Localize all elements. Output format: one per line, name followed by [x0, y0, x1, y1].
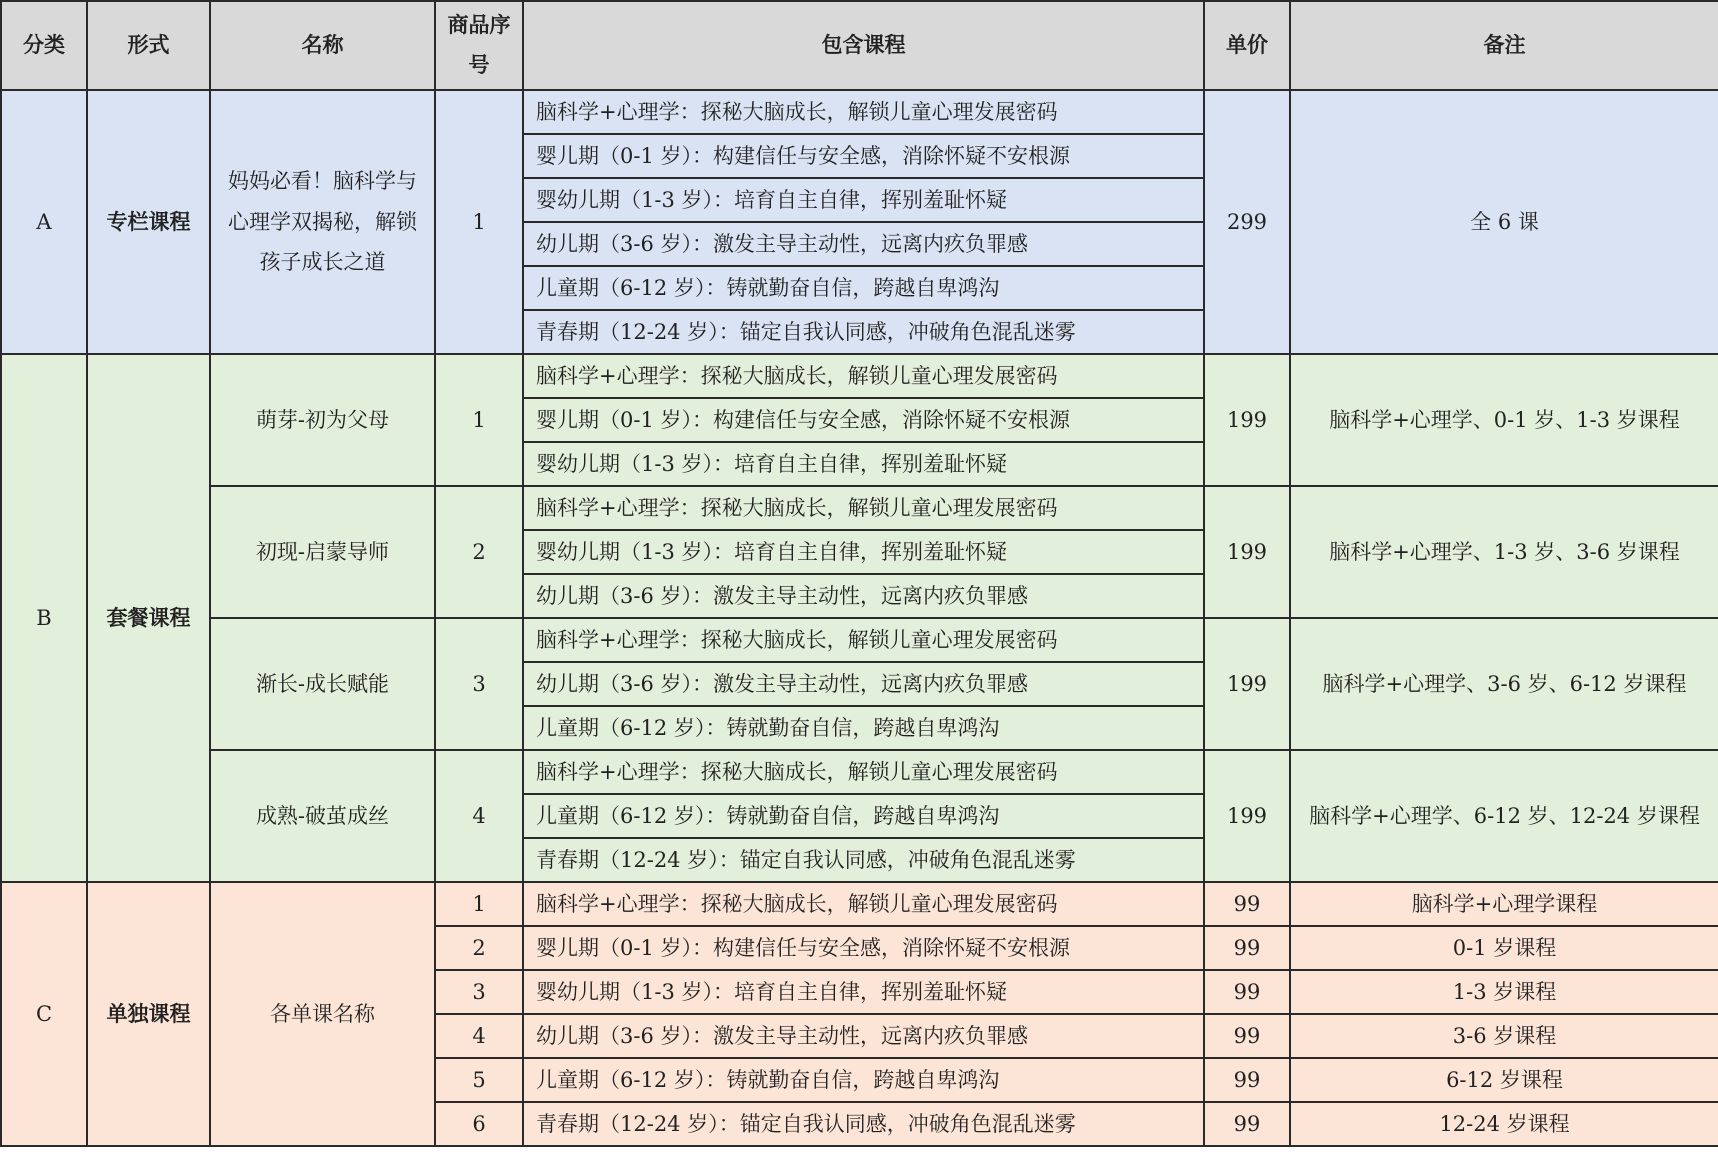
header-row	[1, 1, 1718, 90]
price-cell: 99	[1204, 926, 1290, 970]
remark-cell: 12-24 岁课程	[1290, 1102, 1718, 1146]
price-cell: 99	[1204, 882, 1290, 926]
package-name: 妈妈必看！脑科学与心理学双揭秘，解锁孩子成长之道	[228, 168, 417, 275]
price-cell: 299	[1204, 90, 1290, 354]
category-cell: C	[1, 882, 87, 1146]
package-name-cell	[210, 90, 435, 354]
remark-cell: 脑科学+心理学、0-1 岁、1-3 岁课程	[1290, 354, 1718, 486]
course-cell: 幼儿期（3-6 岁）：激发主导主动性，远离内疚负罪感	[523, 574, 1204, 618]
header-courses: 包含课程	[523, 1, 1204, 90]
table-row	[1, 486, 1718, 530]
item-no-cell: 4	[435, 750, 523, 882]
header-format: 形式	[87, 1, 210, 90]
package-name-cell: 渐长-成长赋能	[210, 618, 435, 750]
remark-cell: 6-12 岁课程	[1290, 1058, 1718, 1102]
header-remark: 备注	[1290, 1, 1718, 90]
course-cell: 儿童期（6-12 岁）：铸就勤奋自信，跨越自卑鸿沟	[523, 794, 1204, 838]
table-row	[1, 354, 1718, 398]
item-no-cell: 4	[435, 1014, 523, 1058]
item-no-cell: 1	[435, 882, 523, 926]
course-cell: 青春期（12-24 岁）：锚定自我认同感，冲破角色混乱迷雾	[523, 838, 1204, 882]
item-no-cell: 5	[435, 1058, 523, 1102]
price-cell: 99	[1204, 970, 1290, 1014]
price-cell: 199	[1204, 750, 1290, 882]
table-row	[1, 618, 1718, 662]
item-no-cell: 1	[435, 90, 523, 354]
price-cell: 99	[1204, 1014, 1290, 1058]
package-name-cell: 初现-启蒙导师	[210, 486, 435, 618]
course-cell: 脑科学+心理学：探秘大脑成长，解锁儿童心理发展密码	[523, 618, 1204, 662]
remark-text: 脑科学+心理学、6-12 岁、12-24 岁课程	[1309, 803, 1700, 828]
course-cell: 脑科学+心理学：探秘大脑成长，解锁儿童心理发展密码	[523, 750, 1204, 794]
remark-cell: 脑科学+心理学、3-6 岁、6-12 岁课程	[1290, 618, 1718, 750]
price-cell: 199	[1204, 354, 1290, 486]
course-cell: 脑科学+心理学：探秘大脑成长，解锁儿童心理发展密码	[523, 882, 1204, 926]
item-no-cell: 2	[435, 926, 523, 970]
course-cell: 婴儿期（0-1 岁）：构建信任与安全感，消除怀疑不安根源	[523, 398, 1204, 442]
course-cell: 婴幼儿期（1-3 岁）：培育自主自律，挥别羞耻怀疑	[523, 442, 1204, 486]
course-cell: 幼儿期（3-6 岁）：激发主导主动性，远离内疚负罪感	[523, 662, 1204, 706]
item-no-cell: 6	[435, 1102, 523, 1146]
item-no-cell: 1	[435, 354, 523, 486]
header-price: 单价	[1204, 1, 1290, 90]
course-cell: 婴儿期（0-1 岁）：构建信任与安全感，消除怀疑不安根源	[523, 926, 1204, 970]
table-row	[1, 750, 1718, 794]
table-row	[1, 90, 1718, 134]
course-cell: 婴幼儿期（1-3 岁）：培育自主自律，挥别羞耻怀疑	[523, 530, 1204, 574]
item-no-cell: 3	[435, 618, 523, 750]
header-name: 名称	[210, 1, 435, 90]
course-cell: 儿童期（6-12 岁）：铸就勤奋自信，跨越自卑鸿沟	[523, 266, 1204, 310]
package-name-cell: 萌芽-初为父母	[210, 354, 435, 486]
remark-cell: 0-1 岁课程	[1290, 926, 1718, 970]
package-name-cell: 成熟-破茧成丝	[210, 750, 435, 882]
header-category: 分类	[1, 1, 87, 90]
header-item-no-label: 商品序号	[447, 12, 511, 77]
course-cell: 青春期（12-24 岁）：锚定自我认同感，冲破角色混乱迷雾	[523, 1102, 1204, 1146]
header-item-no	[435, 1, 523, 90]
remark-cell: 全 6 课	[1290, 90, 1718, 354]
course-cell: 婴儿期（0-1 岁）：构建信任与安全感，消除怀疑不安根源	[523, 134, 1204, 178]
item-no-cell: 3	[435, 970, 523, 1014]
item-no-cell: 2	[435, 486, 523, 618]
course-cell: 青春期（12-24 岁）：锚定自我认同感，冲破角色混乱迷雾	[523, 310, 1204, 354]
course-cell: 儿童期（6-12 岁）：铸就勤奋自信，跨越自卑鸿沟	[523, 706, 1204, 750]
package-name-cell: 各单课名称	[210, 882, 435, 1146]
price-cell: 199	[1204, 618, 1290, 750]
category-cell: B	[1, 354, 87, 882]
course-cell: 幼儿期（3-6 岁）：激发主导主动性，远离内疚负罪感	[523, 222, 1204, 266]
price-cell: 99	[1204, 1058, 1290, 1102]
remark-cell	[1290, 750, 1718, 882]
remark-cell: 1-3 岁课程	[1290, 970, 1718, 1014]
course-cell: 脑科学+心理学：探秘大脑成长，解锁儿童心理发展密码	[523, 354, 1204, 398]
table-row	[1, 882, 1718, 926]
remark-cell: 脑科学+心理学、1-3 岁、3-6 岁课程	[1290, 486, 1718, 618]
course-cell: 儿童期（6-12 岁）：铸就勤奋自信，跨越自卑鸿沟	[523, 1058, 1204, 1102]
format-cell: 专栏课程	[87, 90, 210, 354]
price-cell: 199	[1204, 486, 1290, 618]
category-cell: A	[1, 90, 87, 354]
course-cell: 婴幼儿期（1-3 岁）：培育自主自律，挥别羞耻怀疑	[523, 178, 1204, 222]
format-cell: 单独课程	[87, 882, 210, 1146]
remark-cell: 3-6 岁课程	[1290, 1014, 1718, 1058]
course-cell: 婴幼儿期（1-3 岁）：培育自主自律，挥别羞耻怀疑	[523, 970, 1204, 1014]
remark-cell: 脑科学+心理学课程	[1290, 882, 1718, 926]
course-cell: 脑科学+心理学：探秘大脑成长，解锁儿童心理发展密码	[523, 486, 1204, 530]
course-cell: 幼儿期（3-6 岁）：激发主导主动性，远离内疚负罪感	[523, 1014, 1204, 1058]
price-cell: 99	[1204, 1102, 1290, 1146]
course-cell: 脑科学+心理学：探秘大脑成长，解锁儿童心理发展密码	[523, 90, 1204, 134]
format-cell: 套餐课程	[87, 354, 210, 882]
